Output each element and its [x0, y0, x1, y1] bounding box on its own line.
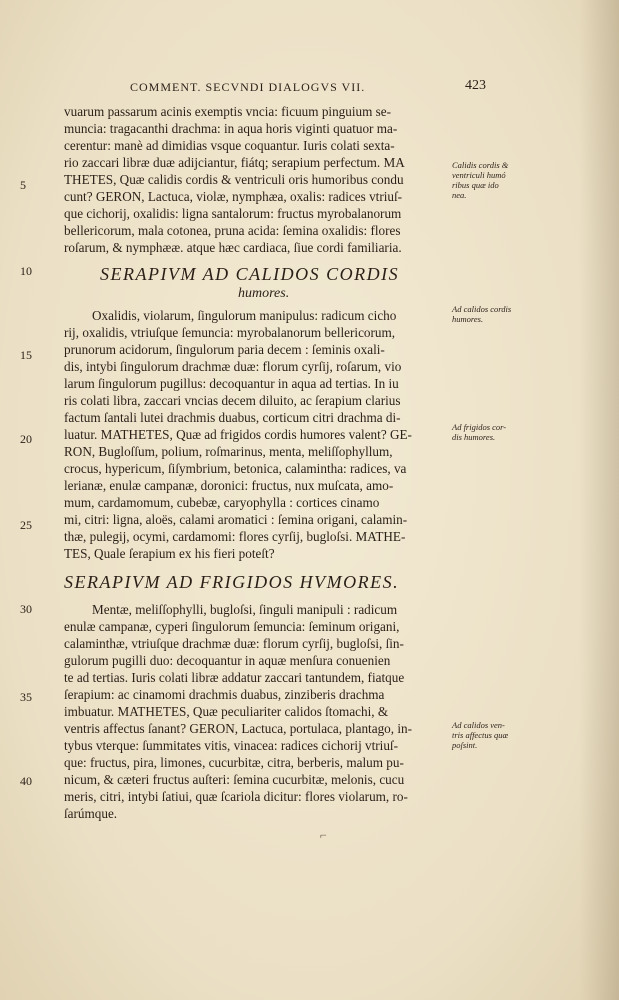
text-line: prunorum acidorum, ſingulorum paria decem : ſeminis oxali-: [64, 342, 385, 357]
text-line: Mentæ, meliſſophylli, bugloſsi, ſinguli manipuli : radicum: [92, 602, 398, 617]
text-line: thæ, pulegij, ocymi, cardamomi: flores cyrſij, bugloſsi. MATHE-: [64, 529, 406, 544]
text-line: RON, Bugloſſum, polium, roſmarinus, menta, meliſſophyllum,: [64, 444, 393, 459]
section-heading: SERAPIVM AD FRIGIDOS HVMORES.: [64, 572, 400, 592]
marginal-note-line: humores.: [452, 314, 484, 324]
marginal-note: [452, 304, 544, 324]
stray-ink-mark: ⌐: [320, 828, 327, 842]
text-line: gulorum pugilli duo: decoquantur in aquæ menſura conuenien: [64, 653, 391, 668]
section-heading: SERAPIVM AD CALIDOS CORDIS: [100, 264, 400, 284]
marginal-note-line: dis humores.: [452, 432, 496, 442]
text-line: mi, citri: ligna, aloës, calami aromatici : ſemina origani, calamin-: [64, 512, 408, 527]
marginal-note: [452, 422, 544, 442]
text-line: cerentur: manè ad dimidias vsque coquantur. Iuris colati sexta-: [64, 138, 395, 153]
line-number: 35: [20, 690, 32, 704]
marginal-note-line: ventriculi humó: [452, 170, 506, 180]
text-line: que: fructus, pira, limones, cucurbitæ, citra, berberis, malum pu-: [64, 755, 404, 770]
text-line: luatur. MATHETES, Quæ ad frigidos cordis humores valent? GE-: [64, 427, 412, 442]
line-number: 15: [20, 348, 32, 362]
page-number: 423: [465, 78, 486, 93]
text-line: roſarum, & nymphææ. atque hæc cardiaca, ſiue cordi familiaria.: [64, 240, 402, 255]
text-line: meris, citri, intybi ſatiui, quæ ſcariola dicitur: flores violarum, ro-: [64, 789, 408, 804]
line-number: 25: [20, 518, 32, 532]
marginal-note: [452, 160, 544, 200]
text-line: THETES, Quæ calidis cordis & ventriculi oris humoribus condu: [64, 172, 404, 187]
marginal-note-line: Ad calidos cordis: [452, 304, 512, 314]
text-line: rio zaccari libræ duæ adijciantur, fiátq; serapium perfectum. MA: [64, 155, 405, 170]
line-number: 30: [20, 602, 32, 616]
text-line: ſerapium: ac cinamomi drachmis duabus, zinziberis drachma: [64, 687, 385, 702]
text-line: te ad tertias. Iuris colati libræ addatur zaccari tantundem, fiatque: [64, 670, 405, 685]
marginal-note-line: nea.: [452, 190, 467, 200]
text-line: enulæ campanæ, cyperi ſingulorum ſemuncia: ſeminum origani,: [64, 619, 400, 634]
marginal-note-line: tris affectus quæ: [452, 730, 509, 740]
text-line: Oxalidis, violarum, ſingulorum manipulus: radicum cicho: [92, 308, 397, 323]
text-line: cunt? GERON, Lactuca, violæ, nymphæa, oxalis: radices vtriuſ-: [64, 189, 403, 204]
marginal-note-line: Ad frigidos cor-: [452, 422, 507, 432]
marginal-note-line: poſsint.: [452, 740, 478, 750]
text-line: ventris affectus ſanant? GERON, Lactuca, portulaca, plantago, in-: [64, 721, 412, 736]
text-line: rij, oxalidis, vtriuſque ſemuncia: myrobalanorum bellericorum,: [64, 325, 396, 340]
text-line: larum ſingulorum pugillus: decoquantur in aqua ad tertias. In iu: [64, 376, 399, 391]
text-line: nicum, & cæteri fructus auſteri: ſemina cucurbitæ, melonis, cucu: [64, 772, 405, 787]
marginal-note-line: Ad calidos ven-: [452, 720, 505, 730]
text-line: que cichorij, oxalidis: ligna santalorum: fructus myrobalanorum: [64, 206, 402, 221]
text-line: muncia: tragacanthi drachma: in aqua horis viginti quatuor ma-: [64, 121, 398, 136]
line-number: 20: [20, 432, 32, 446]
marginal-note: [452, 720, 544, 750]
page-edge-shadow: [579, 0, 619, 1000]
text-line: tybus vterque: ſummitates vitis, vinacea: radices cichorij vtriuſ-: [64, 738, 398, 753]
line-number: 40: [20, 774, 32, 788]
section-heading-subtitle: humores.: [238, 286, 290, 301]
running-title: COMMENT. SECVNDI DIALOGVS VII.: [130, 80, 366, 94]
line-number: 5: [20, 178, 26, 192]
text-line: ſarúmque.: [64, 806, 118, 821]
line-number: 10: [20, 264, 32, 278]
text-line: mum, cardamomum, cubebæ, caryophylla : cortices cinamo: [64, 495, 380, 510]
text-line: imbuatur. MATHETES, Quæ peculiariter calidos ſtomachi, &: [64, 704, 389, 719]
text-line: crocus, hypericum, ſiſymbrium, betonica, calamintha: radices, va: [64, 461, 407, 476]
text-line: vuarum passarum acinis exemptis vncia: ficuum pinguium se-: [64, 104, 392, 119]
text-line: bellericorum, mala cotonea, pruna acida: ſemina oxalidis: flores: [64, 223, 401, 238]
text-line: calaminthæ, vtriuſque drachmæ duæ: florum cyrſij, bugloſsi, ſin-: [64, 636, 404, 651]
marginal-note-line: ribus quæ ido: [452, 180, 499, 190]
text-line: ris colati libra, zaccari vncias decem diluito, ac ſerapium clarius: [64, 393, 401, 408]
text-line: factum ſantali lutei drachmis duabus, corticum citri drachma di-: [64, 410, 401, 425]
text-line: TES, Quale ſerapium ex his fieri poteſt?: [64, 546, 275, 561]
text-line: dis, intybi ſingulorum drachmæ duæ: florum cyrſij, roſarum, vio: [64, 359, 402, 374]
text-line: lerianæ, enulæ campanæ, doronici: fructus, nux muſcata, amo-: [64, 478, 394, 493]
marginal-note-line: Calidis cordis &: [452, 160, 509, 170]
